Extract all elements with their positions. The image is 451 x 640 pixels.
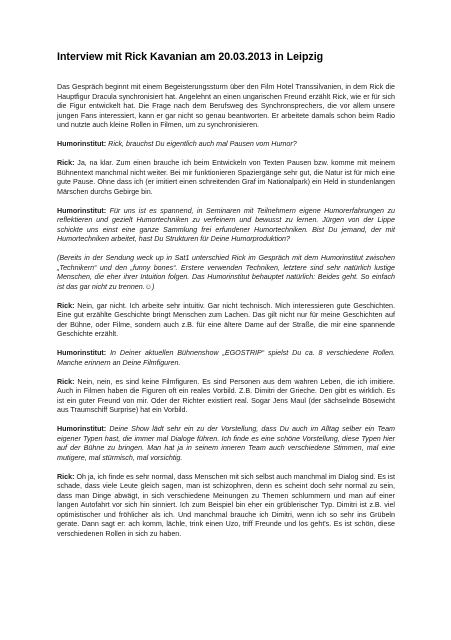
speaker-label: Rick:	[57, 159, 75, 167]
paragraph-text: Nein, nein, es sind keine Filmfiguren. Es sind Personen aus dem wahren Leben, die ich imitiere. Auch in Filmen haben die Figuren oft ein reales Vorbild. Z.B. Dimitri der Grieche. Den gibt es wirklich. Es ist ein guter Freund von mir. Oder der Richter existiert real. Sogar Jens Maul (der sächselnde Bösewicht aus Traumschiff Surprise) hat ein Vorbild.	[57, 377, 395, 414]
paragraph-text: Ja, na klar. Zum einen brauche ich beim Entwickeln von Texten Pausen bzw. komme mit meinem Bühnentext manchmal nicht weiter. Bei mir funktionieren Spaziergänge sehr gut, die Natur ist für mich eine gute Pause. Ohne dass ich (er imitiert einen schreitenden Graf im Nationalpark) ein Held in stundenlangen Märschen durchs Gebirge bin.	[57, 159, 395, 196]
paragraph-text: Nein, gar nicht. Ich arbeite sehr intuitiv. Gar nicht technisch. Mich interessieren gute Geschichten. Eine gut erzählte Geschichte bringt Menschen zum Lachen. Das gilt nicht nur für meine Geschichten auf der Bühne, oder Filme, sondern auch z.B. für eine ältere Dame auf der Straße, die mir eine spannende Geschichte erzählt.	[57, 301, 395, 338]
speaker-label: Rick:	[57, 377, 75, 386]
note-paragraph	[57, 254, 395, 292]
answer-paragraph	[57, 302, 395, 340]
speaker-label: Rick:	[57, 301, 75, 310]
intro-paragraph	[57, 83, 395, 131]
answer-paragraph	[57, 159, 395, 197]
speaker-label: Humorinstitut:	[57, 206, 107, 215]
answer-paragraph	[57, 473, 395, 540]
speaker-label: Humorinstitut:	[57, 349, 107, 357]
paragraph-text: Das Gespräch beginnt mit einem Begeisterungssturm über den Film Hotel Transsilvanien, in dem Rick die Hauptfigur Dracula synchronisiert hat. Angelehnt an einen ungarischen Freund erzählt Rick, wie er für sich die Figur entwickelt hat. Die Frage nach dem Berufsweg des Synchronsprechers, die vor allem unsere jungen Fans interessiert, kann er gar nicht so genau beantworten. Er arbeitete damals schon beim Radio und nutzte auch kleine Rollen in Filmen, um zu synchronisieren.	[57, 83, 395, 129]
speaker-label: Humorinstitut:	[57, 140, 107, 148]
paragraph-text: Oh ja, ich finde es sehr normal, dass Menschen mit sich selbst auch manchmal im Dialog sind. Es ist schade, dass viele Leute gleich sagen, man ist schizophren, denn es scheint doch sehr normal zu sein, dass man Dinge abwägt, in sich verschiedene Meinungen zu Themen schlummern und man auf einer langen Autofahrt vor sich hin sinniert. Ich zum Beispiel bin eher ein grüblerischer Typ. Dimitri ist z.B. viel optimistischer und fröhlicher als ich. Und manchmal brauche ich Dimitri, wenn ich so sehr ins Grübeln gerate. Dann sagt er: ach komm, lächle, trink einen Uzo, triff Freunde und los geht's. Es ist schön, diese verschiedenen Rollen in sich zu haben.	[57, 472, 395, 538]
answer-paragraph	[57, 378, 395, 416]
question-paragraph	[57, 207, 395, 245]
paragraph-text: (Bereits in der Sendung weck up in Sat1 unterschied Rick im Gespräch mit dem Humorinstitut zwischen „Technikern“ und den „funny bones“. Erstere verwenden Techniken, letztere sind sehr natürlich lustige Menschen, die eher ihrer Intuition folgen. Das Humorinstitut behauptet natürlich: Beides geht. So einfach ist das gar nicht zu trennen.☺)	[57, 254, 395, 291]
speaker-label: Humorinstitut:	[57, 425, 107, 433]
question-paragraph	[57, 349, 395, 368]
paragraph-text: Für uns ist es spannend, in Seminaren mit Teilnehmern eigene Humorerfahrungen zu reflektieren und gezielt Humortechniken zu verfeinern und bewusst zu lernen. Jürgen von der Lippe schickte uns einst eine ganze Sammlung frei erfundener Humortechniken. Bist Du jemand, der mit Humortechniken arbeitet, hast Du Strukturen für Deine Humorproduktion?	[57, 206, 395, 243]
speaker-label: Rick:	[57, 472, 75, 481]
paragraph-text: In Deiner aktuellen Bühnenshow „EGOSTRIP“ spielst Du ca. 8 verschiedene Rollen. Manche erinnern an Deine Filmfiguren.	[57, 349, 395, 367]
question-paragraph	[57, 425, 395, 463]
paragraph-text: Rick, brauchst Du eigentlich auch mal Pausen vom Humor?	[106, 140, 297, 148]
question-paragraph	[57, 140, 395, 150]
paragraph-text: Deine Show lädt sehr ein zu der Vorstellung, dass Du auch im Alltag selber ein Team eigener Typen hast, die immer mal Dialoge führen. Ich finde es eine schöne Vorstellung, diese Typen hier auf der Bühne zu bringen. Man hat ja in seinem inneren Team auch verschiedene Stimmen, mal eine mutigere, mal stürmisch, mal vorsichtig.	[57, 425, 395, 462]
document-title: Interview mit Rick Kavanian am 20.03.2013 in Leipzig	[57, 51, 324, 63]
